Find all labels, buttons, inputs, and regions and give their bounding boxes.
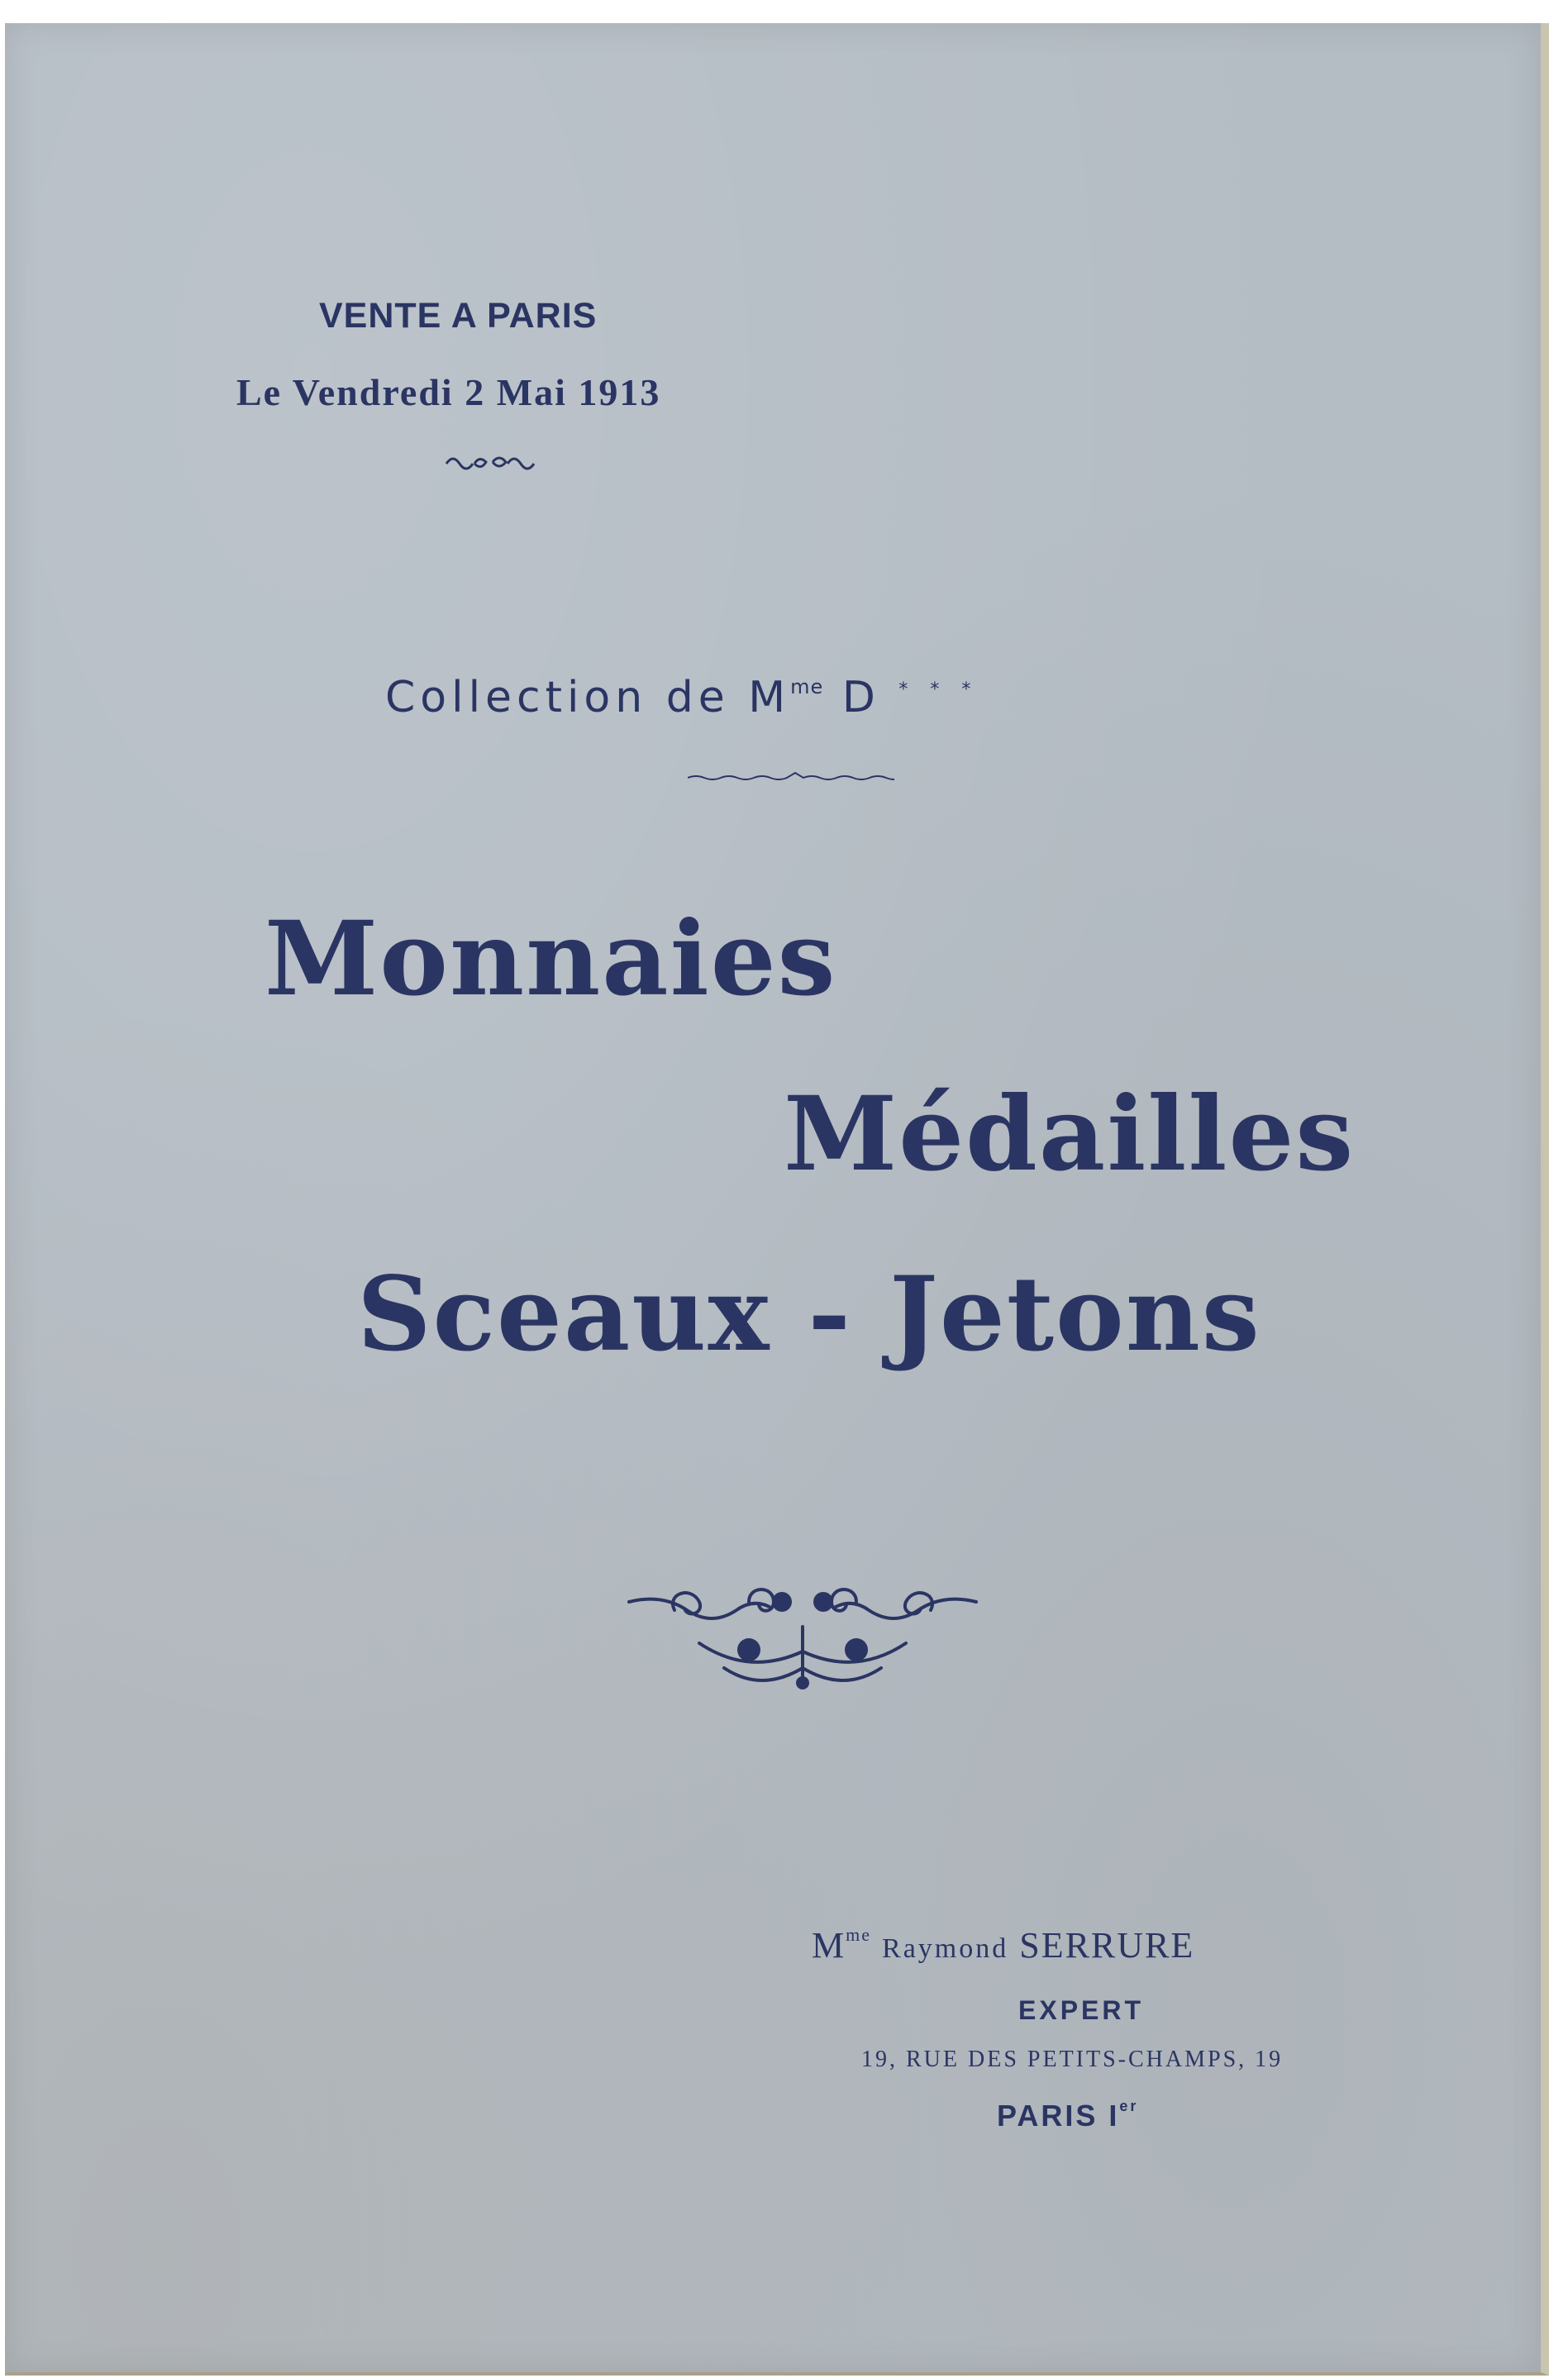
small-flourish-ornament [441, 449, 541, 474]
expert-title-superscript: me [846, 1924, 872, 1945]
catalogue-cover [5, 23, 1549, 2376]
collection-title [385, 673, 979, 722]
collection-stars: * * * [898, 679, 979, 700]
collection-title-superscript: me [790, 675, 824, 698]
expert-last-name: SERRURE [1019, 1925, 1195, 1966]
headline-sceaux-jetons: Sceaux - Jetons [357, 1255, 1261, 1375]
expert-role: EXPERT [1018, 1995, 1145, 2025]
expert-address: 19, RUE DES PETITS-CHAMPS, 19 [861, 2047, 1284, 2072]
expert-name [812, 1924, 1194, 1966]
divider-rule [688, 771, 894, 784]
headline-medailles: Médailles [784, 1075, 1356, 1194]
expert-title-prefix: M [812, 1925, 846, 1966]
expert-city-name: PARIS I [997, 2099, 1120, 2133]
expert-first-name: Raymond [882, 1933, 1009, 1964]
sale-date: Le Vendredi 2 Mai 1913 [236, 371, 661, 413]
floral-scroll-ornament [625, 1577, 980, 1701]
collection-initial: D [841, 673, 880, 722]
collection-prefix: Collection de M [385, 673, 791, 722]
expert-city-superscript: er [1119, 2098, 1139, 2114]
headline-monnaies: Monnaies [265, 899, 837, 1019]
expert-city [997, 2098, 1138, 2133]
sale-title: VENTE A PARIS [319, 296, 598, 336]
